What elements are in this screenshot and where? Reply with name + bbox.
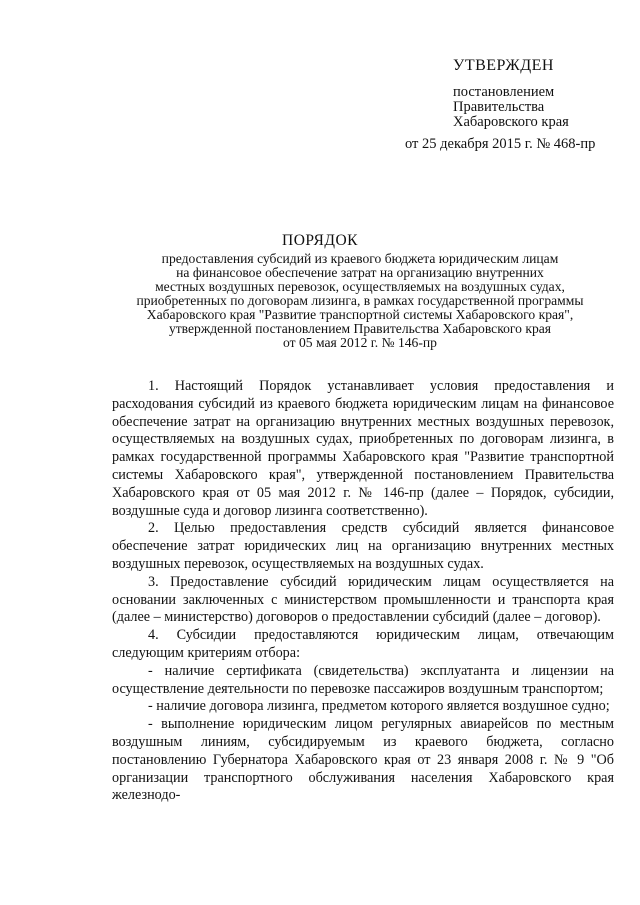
subtitle-line: местных воздушных перевозок, осуществляемых на воздушных судах, [155,279,565,294]
paragraph-4: 4. Субсидии предоставляются юридическим лицам, отвечающим следующим критериям отбора: [112,627,614,661]
approval-heading: УТВЕРЖДЕН [453,57,554,74]
criterion-2: - наличие договора лизинга, предметом которого является воздушное судно; [148,698,610,715]
document-title: ПОРЯДОК [282,232,358,249]
approval-line-2: Правительства [453,99,545,115]
approval-stamp [395,58,635,152]
subtitle-line: приобретенных по договорам лизинга, в рамках государственной программы [136,293,584,308]
criterion-3: - выполнение юридическим лицом регулярных авиарейсов по местным воздушным линиям, субсидируемым из краевого бюджета, согласно постановлению Губернатора Хабаровского края от 23 января 2008 г. № 9 "Об организации транспортного обслуживания населения Хабаровского края железнодо- [112,716,614,804]
approval-line-3: Хабаровского края [453,114,569,130]
approval-date-number: от 25 декабря 2015 г. № 468-пр [405,136,596,152]
paragraph-2: 2. Целью предоставления средств субсидий является финансовое обеспечение затрат юридических лиц на организацию внутренних местных воздушных перевозок, осуществляемых на воздушных судах. [112,520,614,572]
document-body [112,378,614,805]
paragraph-1: 1. Настоящий Порядок устанавливает условия предоставления и расходования субсидий из краевого бюджета юридическим лицам на финансовое обеспечение затрат на организацию внутренних местных воздушных перевозок, осуществляемых на воздушных судах, приобретенных по договорам лизинга, в рамках государственной программы Хабаровского края "Развитие транспортной системы Хабаровского края", утвержденной постановлением Правительства Хабаровского края от 05 мая 2012 г. № 146-пр (далее – Порядок, субсидии, воздушные суда и договор лизинга соответственно). [112,378,614,519]
subtitle-line: Хабаровского края "Развитие транспортной системы Хабаровского края", [146,307,574,322]
document-subtitle [110,252,610,350]
approval-line-1: постановлением [453,84,555,100]
criterion-1: - наличие сертификата (свидетельства) эксплуатанта и лицензии на осуществление деятельности по перевозке пассажиров воздушным транспортом; [112,662,614,697]
subtitle-line: от 05 мая 2012 г. № 146-пр [283,335,437,350]
paragraph-3: 3. Предоставление субсидий юридическим лицам осуществляется на основании заключенных с министерством промышленности и транспорта края (далее – министерство) договоров о предоставлении субсидий (далее – договор). [112,573,614,626]
subtitle-line: предоставления субсидий из краевого бюджета юридическим лицам [161,251,559,266]
subtitle-line: утвержденной постановлением Правительства Хабаровского края [168,321,552,336]
subtitle-line: на финансовое обеспечение затрат на организацию внутренних [176,265,544,280]
